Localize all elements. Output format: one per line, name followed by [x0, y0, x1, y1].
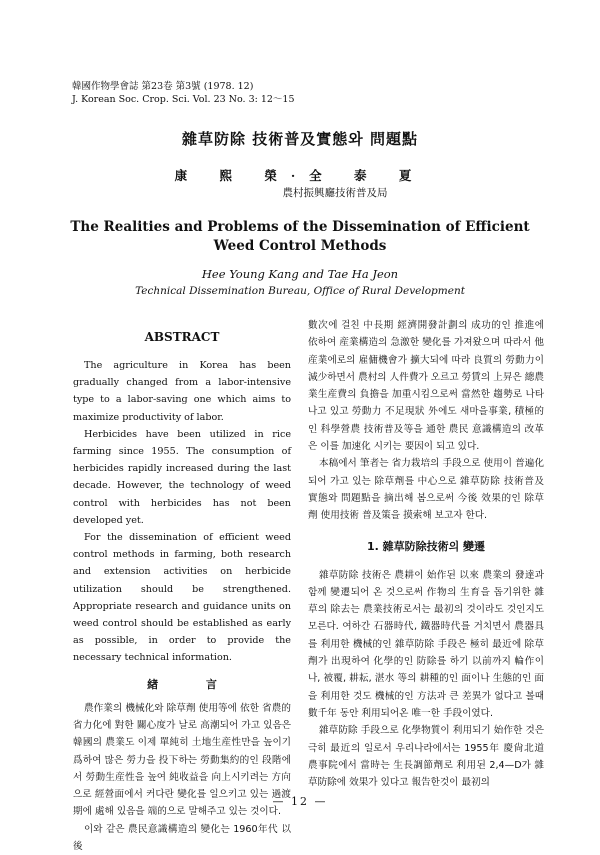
section-1-paragraph-1: 雜草防除 技術은 農耕이 始作된 以來 農業의 發達과 함께 變遷되어 온 것으로써 作物의 生育을 돕기위한 雜草의 除去는 農業技術로서는 最初의 것이라도 것인지도 모른다. 여하간 石器時代, 鐵器時代를 거치면서 農器具를 利用한 機械的인 雜草防除 手段은 極히 最近에 除草劑가 出現하여 化學的인 防除를 하기 以前까지 輪作이나, 被覆, 耕耘, 湛水 等의 耕種的인 面이나 生態的인 面을 利用한 것도 機械的인 方法과 큰 差異가 없다고 볼때 數千年 동안 利用되어온 唯一한 手段이였다.: [308, 569, 544, 719]
introduction-heading: 緖 言: [147, 677, 239, 691]
introduction-paragraph-2: 이와 같은 農民意識構造의 變化는 1960年代 以後: [73, 823, 291, 853]
affiliation-korean: 農村振興廳技術普及局: [282, 187, 388, 199]
journal-citation-en: J. Korean Soc. Crop. Sci. Vol. 23 No. 3: 12～15: [72, 94, 295, 105]
title-english-line1: The Realities and Problems of the Dissemination of Efficient: [70, 219, 530, 235]
authors-english: Hee Young Kang and Tae Ha Jeon: [201, 267, 399, 281]
section-1-heading: 1. 雜草防除技術의 變遷: [366, 539, 486, 553]
right-column: [308, 317, 544, 791]
affiliation-english: Technical Dissemination Bureau, Office of Rural Development: [135, 285, 465, 297]
journal-header: [72, 80, 295, 106]
abstract-heading: ABSTRACT: [144, 330, 220, 344]
journal-citation-ko: 韓國作物學會誌 第23卷 第3號 (1978. 12): [72, 81, 254, 92]
section-1-paragraph-2: 雜草防除 手段으로 化學物質이 利用되기 始作한 것은 극히 最近의 일로서 우리나라에서는 1955年 慶尙北道農事院에서 當時는 生長調節劑로 利用된 2,4—D가 雜草防除에 效果가 있다고 報告한것이 最初의: [308, 725, 544, 789]
left-column: [73, 330, 291, 855]
page-number: — 12 —: [272, 795, 328, 808]
authors-korean: 康 熙 榮·全 泰 夏: [174, 168, 426, 183]
abstract-paragraph-2: Herbicides have been utilized in rice farming since 1955. The consumption of herbicides rapidly increased during the last decade. However, the technology of weed control with herbicides has not been developed yet.: [73, 428, 291, 526]
abstract-paragraph-3: For the dissemination of efficient weed control methods in farming, both research and extension activities on herbicide utilization should be strengthened. Appropriate research and guidance units on weed control should be established as early as possible, in order to provide the necessary technical information.: [73, 532, 291, 664]
abstract-paragraph-1: The agriculture in Korea has been gradually changed from a labor-intensive type to a labor-saving one which aims to maximize productivity of labor.: [73, 360, 291, 423]
body-paragraph-continued: 數次에 걸친 中長期 經濟開發計劃의 成功的인 推進에 依하여 産業構造의 急激한 變化를 가져왔으며 따라서 他産業에로의 雇傭機會가 擴大되에 따라 良質의 勞動力이 減少하면서 農村의 人件費가 오르고 勞賃의 上昇은 總農業生産費의 負擔을 加重시킴으로써 當然한 趨勢로 나타나고 있고 勞動力 不足現狀 外에도 새마을事業, 積極的인 科學營農 技術普及等을 通한 農民 意識構造의 改革은 이를 加速化 시키는 要因이 되고 있다.: [308, 320, 544, 453]
body-paragraph-2: 本稿에서 筆者는 省力栽培의 手段으로 使用이 普遍化되어 가고 있는 除草劑를 中心으로 雜草防除 技術普及實態와 問題點을 摘出해 봄으로써 今後 效果的인 除草劑 使用技術 普及策을 摸索해 보고자 한다.: [308, 458, 544, 522]
introduction-paragraph-1: 農作業의 機械化와 除草劑 使用等에 依한 省農的 省力化에 對한 關心度가 날로 高潮되어 가고 있음은 韓國의 農業도 이제 單純히 土地生産性만을 높이기 爲하여 많은 勞力을 投下하는 勞動集約的인 段階에서 勞動生産性을 높여 純收益을 向上시키려는 方向으로 經營面에서 커다란 變化를 일으키고 있는 過渡期에 處해 있음을 端的으로 말해주고 있는 것이다.: [73, 702, 291, 818]
title-korean: 雜草防除 技術普及實態와 問題點: [182, 130, 418, 148]
title-english-line2: Weed Control Methods: [213, 238, 387, 254]
title-english: [0, 218, 600, 256]
